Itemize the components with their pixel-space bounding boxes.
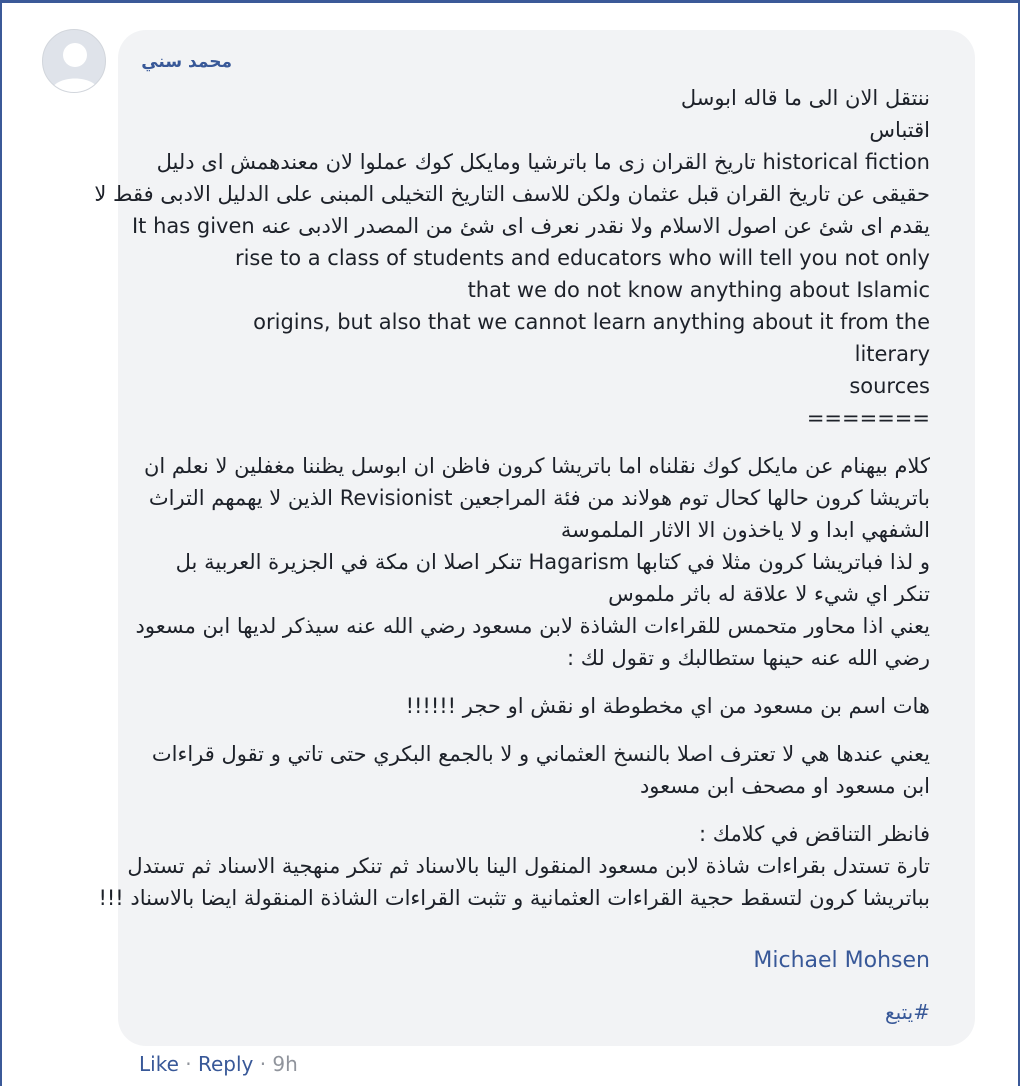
author-name[interactable]: محمد سني [141,52,232,72]
paragraph-gap [130,674,930,690]
comment-line: origins, but also that we cannot learn anything about it from the [253,310,930,334]
comment-line: يعني عندها هي لا تعترف اصلا بالنسخ العثماني و لا بالجمع البكري حتى تاتي و تقول قراءات [151,742,930,766]
paragraph-gap [130,434,930,450]
reply-button[interactable]: Reply [197,1052,254,1076]
comment-line: historical fiction تاريخ القران زى ما باترشيا ومايكل كوك عملوا لان معندهمش اى دليل [156,150,930,174]
separator: · [259,1052,267,1076]
like-button[interactable]: Like [139,1052,179,1076]
comment-line: فانظر التناقض في كلامك : [699,822,930,846]
comment-line: بباتريشا كرون لتسقط حجية القراءات العثمانية و تثبت القراءات الشاذة المنقولة ايضا بالاسناد !!! [98,886,930,910]
comment-line: كلام بيهنام عن مايكل كوك نقلناه اما باتريشا كرون فاظن ان ابوسل يظننا مغفلين لا نعلم ان [143,454,930,478]
left-border [0,0,2,1086]
comment-line: تارة تستدل بقراءات شاذة لابن مسعود المنقول الينا بالاسناد ثم تنكر منهجية الاسناد ثم تستدل [127,854,930,878]
hashtag-link[interactable]: #يتبع [884,1000,930,1024]
avatar[interactable] [42,29,106,93]
mention-link[interactable]: Michael Mohsen [753,948,930,973]
comment-line: تنكر اي شيء لا علاقة له باثر ملموس [608,582,930,606]
comment-line: حقيقى عن تاريخ القران قبل عثمان ولكن للاسف التاريخ التخيلى المبنى على الدليل الادبى فقط لا [94,182,930,206]
paragraph-gap [130,722,930,738]
comment-line: رضي الله عنه حينها ستطالبك و تقول لك : [566,646,930,670]
comment-line: اقتباس [869,118,930,142]
comment-line: الشفهي ابدا و لا ياخذون الا الاثار الملموسة [560,518,930,542]
comment-line: rise to a class of students and educators who will tell you not only [234,246,930,270]
comment-line: sources [849,374,930,398]
comment-line: that we do not know anything about Islamic [467,278,930,302]
top-border [0,0,1020,3]
comment-line: هات اسم بن مسعود من اي مخطوطة او نقش او حجر !!!!!! [405,694,930,718]
separator: · [185,1052,192,1076]
comment-line: يقدم اى شئ عن اصول الاسلام ولا نقدر نعرف اى شئ من المصدر الادبى عنه It has given [131,214,930,238]
comment-line: باتريشا كرون حالها كحال توم هولاند من فئة المراجعين Revisionist الذين لا يهمهم التراث [148,486,930,510]
default-user-icon [43,30,106,93]
comment-line: ننتقل الان الى ما قاله ابوسل [680,86,930,110]
comment-line: و لذا فباتريشا كرون مثلا في كتابها Hagarism تنكر اصلا ان مكة في الجزيرة العربية بل [175,550,930,574]
comment-body [94,82,930,914]
comment-line: literary [854,342,930,366]
comment-actions [139,1052,298,1076]
comment-line: يعني اذا محاور متحمس للقراءات الشاذة لابن مسعود رضي الله عنه سيذكر لديها ابن مسعود [135,614,930,638]
timestamp[interactable]: 9h [272,1052,298,1076]
comment-line: ======= [806,406,930,430]
paragraph-gap [130,802,930,818]
comment-line: ابن مسعود او مصحف ابن مسعود [639,774,930,798]
